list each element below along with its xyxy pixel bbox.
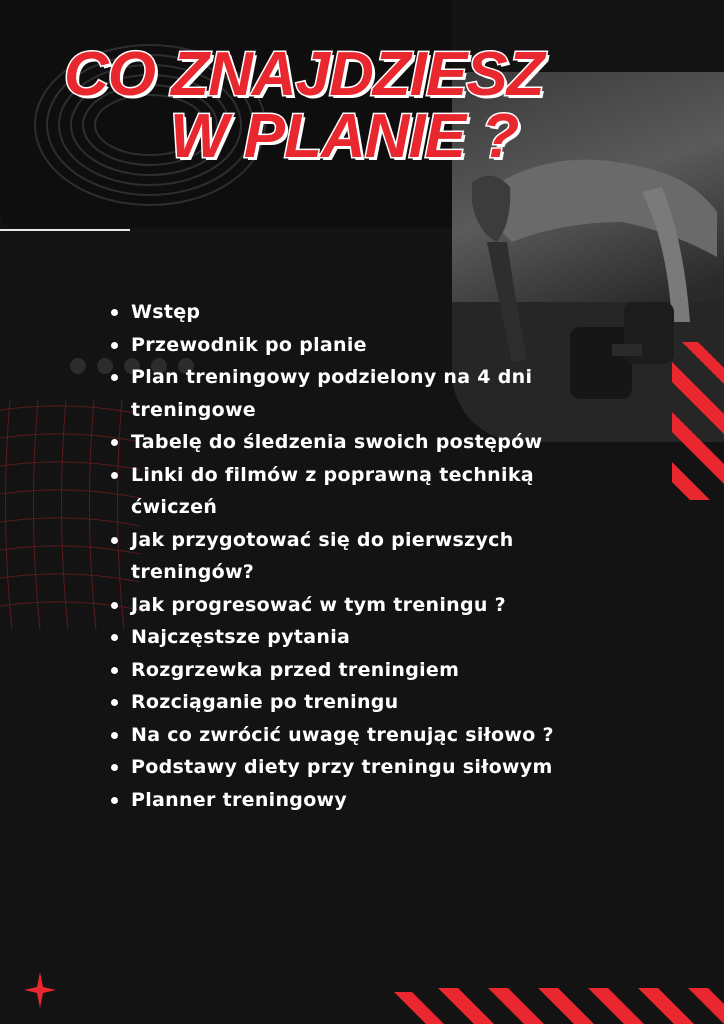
contents-list — [108, 296, 578, 816]
title-line-2: W PLANIE ? — [170, 102, 519, 171]
divider-line — [0, 229, 130, 231]
list-item: Jak przygotować się do pierwszych treningów? — [108, 524, 578, 589]
list-item: Rozciąganie po treningu — [108, 686, 578, 719]
sparkle-icon — [24, 972, 56, 1008]
list-item: Przewodnik po planie — [108, 329, 578, 362]
hazard-stripes-right — [672, 342, 724, 500]
list-item: Tabelę do śledzenia swoich postępów — [108, 426, 578, 459]
list-item: Najczęstsze pytania — [108, 621, 578, 654]
page-title — [60, 40, 680, 171]
list-item: Linki do filmów z poprawną techniką ćwiczeń — [108, 459, 578, 524]
hazard-stripes-bottom — [394, 988, 724, 1024]
list-item: Plan treningowy podzielony na 4 dni treningowe — [108, 361, 578, 426]
list-item: Podstawy diety przy treningu siłowym — [108, 751, 578, 784]
list-item: Wstęp — [108, 296, 578, 329]
list-item: Na co zwrócić uwagę trenując siłowo ? — [108, 719, 578, 752]
list-item: Planner treningowy — [108, 784, 578, 817]
list-item: Rozgrzewka przed treningiem — [108, 654, 578, 687]
title-line-1: CO ZNAJDZIESZ — [64, 40, 544, 109]
list-item: Jak progresować w tym treningu ? — [108, 589, 578, 622]
